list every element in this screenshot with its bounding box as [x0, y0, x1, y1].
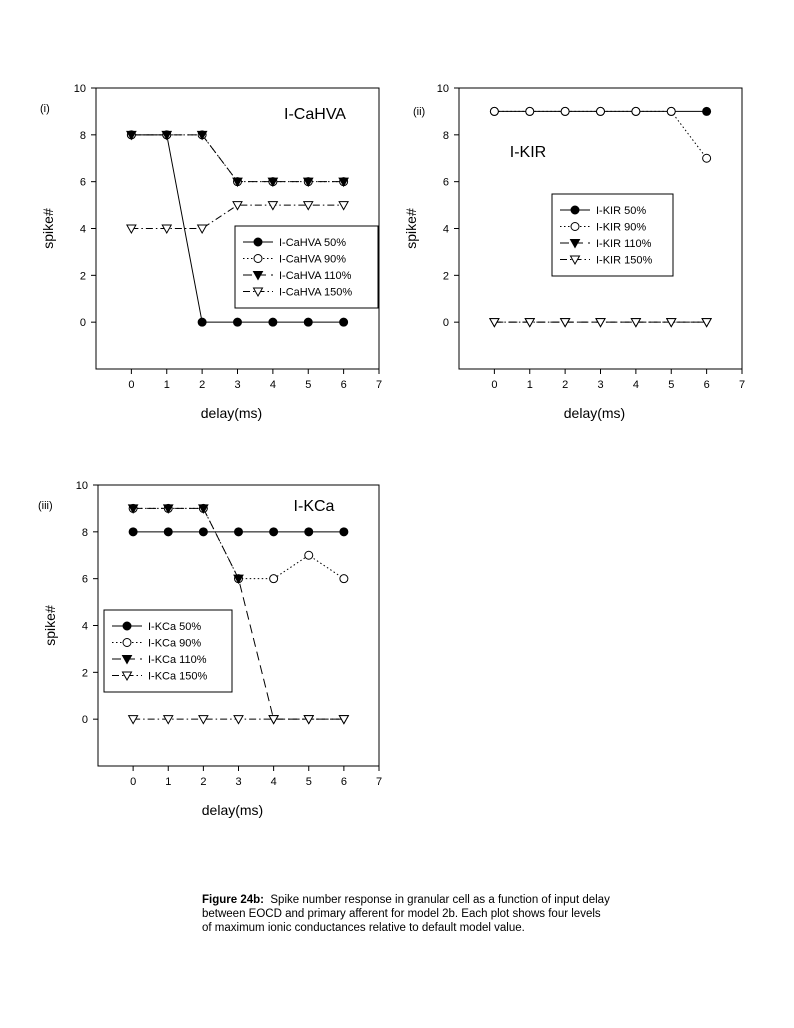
panel-label: (i): [40, 103, 50, 115]
data-point-s2: [632, 107, 640, 115]
panel-label: (ii): [413, 106, 426, 118]
y-tick-label: 10: [436, 83, 449, 95]
legend-marker: [123, 639, 131, 647]
legend-entry: I-CaHVA 50%: [279, 237, 347, 249]
data-point-s2: [270, 575, 278, 583]
data-point-s1: [235, 528, 243, 536]
chart-title: I-KCa: [293, 498, 335, 515]
data-point-s1: [340, 528, 348, 536]
chart-panel-3: [38, 480, 382, 818]
data-point-s1: [234, 318, 242, 326]
legend-entry: I-CaHVA 150%: [279, 286, 353, 299]
x-tick-label: 6: [703, 379, 710, 391]
y-tick-label: 6: [79, 176, 86, 189]
y-tick-label: 4: [81, 620, 88, 633]
series-line-3: [131, 135, 343, 182]
x-tick-label: 5: [305, 379, 312, 391]
series-line-2: [131, 135, 343, 182]
x-tick-label: 2: [199, 379, 206, 391]
x-axis-label: delay(ms): [563, 405, 626, 421]
x-tick-label: 6: [340, 379, 347, 391]
x-tick-label: 3: [597, 379, 604, 391]
legend-marker: [123, 622, 131, 630]
legend-entry: I-KCa 50%: [148, 621, 202, 633]
legend-entry: I-KIR 50%: [596, 205, 647, 217]
x-tick-label: 0: [128, 379, 135, 391]
legend-entry: I-KCa 90%: [148, 637, 202, 650]
x-tick-label: 6: [340, 776, 347, 788]
x-tick-label: 7: [375, 379, 383, 391]
y-tick-label: 10: [73, 83, 86, 95]
x-tick-label: 3: [234, 379, 241, 391]
data-point-s2: [305, 551, 313, 559]
x-tick-label: 4: [269, 379, 276, 391]
x-tick-label: 7: [738, 379, 746, 391]
legend: [235, 226, 378, 308]
y-tick-label: 8: [79, 129, 86, 142]
legend-entry: I-KIR 150%: [596, 254, 653, 267]
data-point-s1: [199, 528, 207, 536]
chart-panel-1: [40, 83, 382, 421]
data-point-s1: [198, 318, 206, 326]
legend-marker: [571, 206, 579, 214]
x-tick-label: 1: [526, 379, 533, 391]
y-axis-label: spike#: [42, 605, 58, 646]
data-point-s2: [490, 107, 498, 115]
x-tick-label: 2: [200, 776, 207, 788]
x-tick-label: 4: [632, 379, 639, 391]
x-tick-label: 7: [375, 776, 383, 788]
x-axis-label: delay(ms): [201, 802, 264, 818]
y-tick-label: 4: [442, 223, 449, 236]
data-point-s1: [164, 528, 172, 536]
legend: [104, 610, 232, 692]
legend-marker: [254, 255, 262, 263]
legend-entry: I-KCa 110%: [148, 654, 207, 666]
y-tick-label: 0: [442, 317, 449, 330]
y-tick-label: 8: [442, 129, 449, 142]
x-axis-label: delay(ms): [200, 405, 263, 421]
y-tick-label: 2: [79, 270, 86, 283]
data-point-s1: [340, 318, 348, 326]
legend-marker: [254, 238, 262, 246]
data-point-s2: [526, 107, 534, 115]
caption-label: Figure 24b:: [202, 894, 264, 906]
panel-label: (iii): [38, 500, 53, 512]
chart-panel-2: [403, 83, 745, 421]
caption-text: Spike number response in granular cell as a function of input delay between EOCD and primary afferent for model 2b. Each plot shows four levels of maximum ionic conductances relative to default model value.: [202, 894, 610, 934]
legend-entry: I-CaHVA 110%: [279, 270, 352, 282]
y-tick-label: 6: [442, 176, 449, 189]
y-tick-label: 8: [81, 526, 88, 539]
data-point-s1: [269, 318, 277, 326]
legend-entry: I-KIR 90%: [596, 221, 647, 234]
y-tick-label: 0: [79, 317, 86, 330]
legend-marker: [571, 223, 579, 231]
data-point-s4: [198, 225, 207, 233]
data-point-s1: [305, 528, 313, 536]
data-point-s2: [597, 107, 605, 115]
legend: [552, 194, 673, 276]
data-point-s2: [561, 107, 569, 115]
data-point-s1: [270, 528, 278, 536]
chart-title: I-CaHVA: [284, 106, 346, 123]
y-tick-label: 10: [75, 480, 88, 492]
x-tick-label: 2: [562, 379, 569, 391]
x-tick-label: 4: [270, 776, 277, 788]
legend-entry: I-KCa 150%: [148, 670, 208, 683]
data-point-s2: [340, 575, 348, 583]
legend-entry: I-KIR 110%: [596, 238, 652, 250]
data-point-s4: [339, 202, 348, 210]
x-tick-label: 1: [163, 379, 170, 391]
x-tick-label: 0: [130, 776, 137, 788]
data-point-s1: [304, 318, 312, 326]
y-tick-label: 0: [81, 714, 88, 727]
data-point-s1: [703, 107, 711, 115]
x-tick-label: 5: [305, 776, 312, 788]
y-axis-label: spike#: [40, 208, 56, 249]
x-tick-label: 0: [491, 379, 498, 391]
y-axis-label: spike#: [403, 208, 419, 249]
legend-entry: I-CaHVA 90%: [279, 253, 347, 266]
x-tick-label: 3: [235, 776, 242, 788]
figure-caption: [202, 893, 612, 935]
x-tick-label: 1: [165, 776, 172, 788]
series-line-2: [133, 508, 344, 578]
y-tick-label: 2: [81, 667, 88, 680]
data-point-s2: [667, 107, 675, 115]
x-tick-label: 5: [668, 379, 675, 391]
y-tick-label: 4: [79, 223, 86, 236]
y-tick-label: 2: [442, 270, 449, 283]
chart-title: I-KIR: [509, 144, 547, 161]
data-point-s1: [129, 528, 137, 536]
data-point-s2: [703, 154, 711, 162]
y-tick-label: 6: [81, 573, 88, 586]
